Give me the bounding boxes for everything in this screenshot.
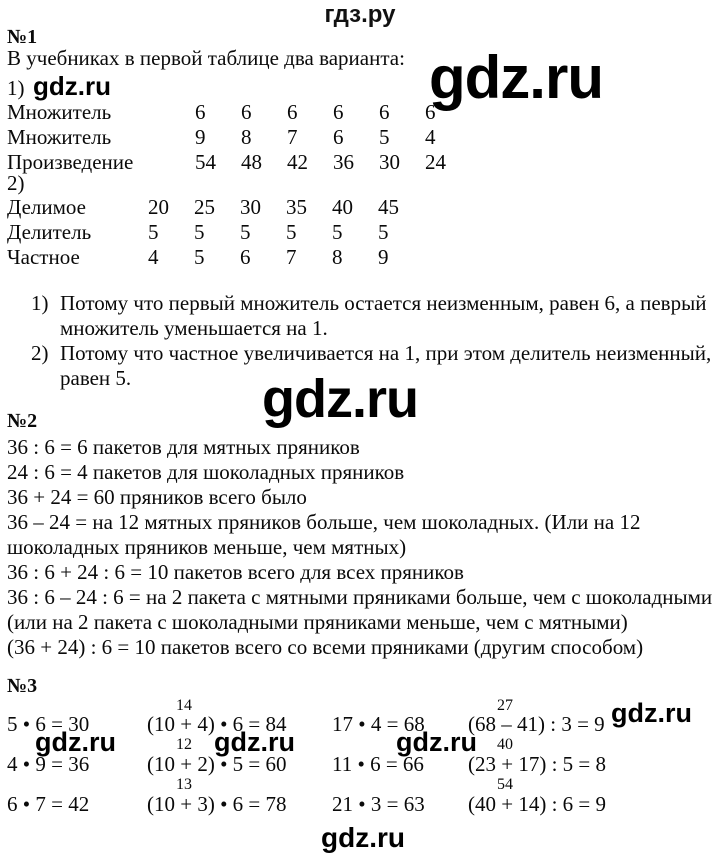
table-value: 5 (332, 220, 343, 244)
table-value: 5 (286, 220, 297, 244)
equation: (68 – 41) : 3 = 9 (468, 712, 605, 736)
table-value: 6 (195, 100, 206, 124)
watermark-inline: gdz.ru (35, 727, 116, 757)
table-value: 5 (194, 220, 205, 244)
table-value: 25 (194, 195, 215, 219)
solution-line: шоколадных пряников меньше, чем мятных) (7, 535, 407, 559)
equation: (10 + 4) • 6 = 84 (147, 712, 287, 736)
watermark-inline: gdz.ru (396, 727, 477, 757)
table-label: Множитель (7, 125, 112, 149)
table-value: 8 (241, 125, 252, 149)
table-value: 40 (332, 195, 353, 219)
solution-line: 36 : 6 = 6 пакетов для мятных пряников (7, 435, 360, 459)
watermark-inline: gdz.ru (33, 71, 111, 101)
table-value: 9 (195, 125, 206, 149)
explanation-item (31, 291, 720, 341)
table-value: 4 (425, 125, 436, 149)
explanation-text: Потому что частное увеличивается на 1, при этом делитель неизменный, равен 5. (60, 341, 712, 390)
solution-line: 36 – 24 = на 12 мятных пряников больше, чем шоколадных. (Или на 12 (7, 510, 641, 534)
table-value: 6 (240, 245, 251, 269)
table-value: 36 (333, 150, 354, 174)
table-value: 42 (287, 150, 308, 174)
table-value: 54 (195, 150, 216, 174)
solution-line: 36 : 6 – 24 : 6 = на 2 пакета с мятными пряниками больше, чем с шоколадными (7, 585, 713, 609)
table-value: 7 (287, 125, 298, 149)
table-value: 30 (240, 195, 261, 219)
multiplication-table (7, 100, 471, 175)
task2-solution (7, 435, 712, 660)
superscript-hint: 13 (176, 776, 192, 793)
table-value: 45 (378, 195, 399, 219)
task1-variant2-label: 2) (7, 171, 25, 195)
solution-line: (или на 2 пакета с шоколадными пряниками меньше, чем с мятными) (7, 610, 628, 634)
table-value: 24 (425, 150, 446, 174)
table-value: 6 (333, 100, 344, 124)
table-value: 5 (378, 220, 389, 244)
superscript-hint: 27 (497, 697, 513, 714)
table-value: 7 (286, 245, 297, 269)
equation: (10 + 3) • 6 = 78 (147, 792, 287, 816)
table-row (7, 195, 424, 220)
site-logo: гдз.ру (324, 1, 396, 28)
list-marker: 1) (31, 291, 49, 315)
superscript-hint: 54 (497, 776, 513, 793)
watermark-bottom: gdz.ru (321, 822, 405, 853)
solution-line: 36 : 6 + 24 : 6 = 10 пакетов всего для всех пряников (7, 560, 464, 584)
equation: 11 • 6 = 66 (332, 752, 424, 776)
equation: 21 • 3 = 63 (332, 792, 425, 816)
table-value: 30 (379, 150, 400, 174)
task3-heading: №3 (7, 675, 38, 697)
table-value: 20 (148, 195, 169, 219)
equation: 17 • 4 = 68 (332, 712, 425, 736)
table-value: 6 (287, 100, 298, 124)
table-value: 48 (241, 150, 262, 174)
table-value: 6 (241, 100, 252, 124)
table-value: 6 (333, 125, 344, 149)
watermark-inline: gdz.ru (611, 698, 692, 728)
table-row (7, 100, 471, 125)
equation: 6 • 7 = 42 (7, 792, 90, 816)
table-value: 5 (194, 245, 205, 269)
task2-heading: №2 (7, 410, 38, 432)
equation: (23 + 17) : 5 = 8 (468, 752, 607, 776)
superscript-hint: 40 (497, 736, 513, 753)
table-value: 8 (332, 245, 343, 269)
division-table (7, 195, 424, 270)
table-label: Делитель (7, 220, 92, 244)
equation: 4 • 9 = 36 (7, 752, 90, 776)
table-label: Множитель (7, 100, 112, 124)
watermark-large-2: gdz.ru (262, 369, 418, 429)
list-marker: 2) (31, 341, 49, 365)
table-label: Произведение (7, 150, 134, 174)
watermark-inline: gdz.ru (214, 727, 295, 757)
table-label: Делимое (7, 195, 86, 219)
table-value: 35 (286, 195, 307, 219)
table-value: 5 (379, 125, 390, 149)
equation: (10 + 2) • 5 = 60 (147, 752, 287, 776)
table-value: 5 (240, 220, 251, 244)
table-value: 5 (148, 220, 159, 244)
solution-line: 24 : 6 = 4 пакетов для шоколадных пряников (7, 460, 405, 484)
table-row (7, 245, 424, 270)
table-value: 6 (379, 100, 390, 124)
task1-variant1-label: 1) (7, 76, 25, 100)
table-label: Частное (7, 245, 80, 269)
watermark-large-1: gdz.ru (429, 44, 603, 111)
table-row (7, 220, 424, 245)
superscript-hint: 12 (176, 736, 192, 753)
solution-line: (36 + 24) : 6 = 10 пакетов всего со всеми пряниками (другим способом) (7, 635, 644, 659)
solution-line: 36 + 24 = 60 пряников всего было (7, 485, 307, 509)
equation: 5 • 6 = 30 (7, 712, 90, 736)
task1-intro: В учебниках в первой таблице два варианта: (7, 46, 405, 70)
table-row (7, 125, 471, 150)
table-row (7, 150, 471, 175)
equation: (40 + 14) : 6 = 9 (468, 792, 607, 816)
table-value: 9 (378, 245, 389, 269)
explanation-text: Потому что первый множитель остается неизменным, равен 6, а певрый множитель уменьшается на 1. (60, 291, 707, 340)
superscript-hint: 14 (176, 697, 192, 714)
task1-heading: №1 (7, 26, 38, 48)
table-value: 6 (425, 100, 436, 124)
table-value: 4 (148, 245, 159, 269)
